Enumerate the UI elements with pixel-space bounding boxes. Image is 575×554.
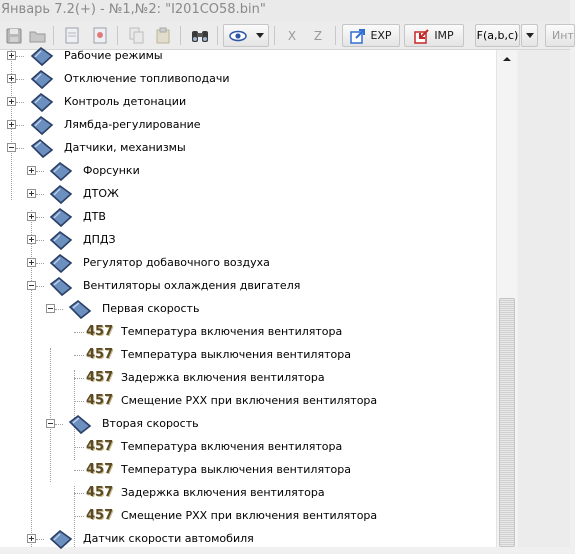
book-folder-icon	[29, 91, 55, 114]
value-457-icon: 457	[86, 324, 114, 339]
expand-toggle-icon[interactable]	[7, 120, 16, 129]
chevron-down-icon	[256, 33, 264, 38]
value-457-icon: 457	[86, 508, 114, 523]
formula-button[interactable]	[475, 24, 520, 47]
formula-label: F(a,b,c)	[476, 29, 519, 42]
tree-value-item[interactable]	[0, 505, 496, 528]
import-label: IMP	[434, 29, 454, 42]
collapse-toggle-icon[interactable]	[46, 304, 55, 313]
toolbar-separator	[274, 26, 275, 45]
x-label: X	[287, 28, 297, 43]
tree-value-item[interactable]	[0, 436, 496, 459]
expand-toggle-icon[interactable]	[27, 166, 36, 175]
binoculars-icon	[190, 27, 210, 45]
book-folder-icon	[29, 114, 55, 137]
tree-item-label: Задержка включения вентилятора	[121, 486, 325, 499]
tree-item-label: Температура включения вентилятора	[121, 440, 343, 453]
tree-folder-item[interactable]	[0, 298, 496, 321]
tree-item-label: Отключение топливоподачи	[64, 72, 230, 85]
value-457-icon: 457	[86, 485, 114, 500]
expand-toggle-icon[interactable]	[7, 51, 16, 60]
cut-off-label: Инт	[552, 29, 574, 42]
folder-open-icon	[29, 28, 47, 44]
tree-folder-item[interactable]	[0, 183, 496, 206]
tree-item-label: Смещение РХХ при включения вентилятора	[121, 509, 378, 522]
copy-icon	[129, 27, 145, 45]
tree-item-label: Регулятор добавочного воздуха	[83, 256, 270, 269]
tree-folder-item[interactable]	[0, 413, 496, 436]
tree-item-label: Температура включения вентилятора	[121, 325, 343, 338]
tree-value-item[interactable]	[0, 390, 496, 413]
paste-icon	[155, 27, 171, 45]
book-folder-icon	[67, 413, 93, 436]
tree-folder-item[interactable]	[0, 229, 496, 252]
tree-value-item[interactable]	[0, 482, 496, 505]
book-folder-icon	[48, 528, 74, 551]
chevron-down-icon	[526, 33, 534, 38]
document-image-icon	[92, 27, 108, 45]
window-title: Январь 7.2(+) - №1,№2: "I201CO58.bin"	[0, 0, 570, 21]
value-457-icon: 457	[86, 439, 114, 454]
tree-item-label: Вентиляторы охлаждения двигателя	[83, 279, 301, 292]
toolbar-separator	[180, 26, 181, 45]
book-folder-icon	[67, 298, 93, 321]
tree-value-item[interactable]	[0, 459, 496, 482]
expand-toggle-icon[interactable]	[27, 212, 36, 221]
tree-item-label: Задержка включения вентилятора	[121, 371, 325, 384]
tree-folder-item[interactable]	[0, 45, 496, 68]
expand-toggle-icon[interactable]	[7, 74, 16, 83]
vertical-scrollbar[interactable]	[496, 50, 517, 547]
z-label: Z	[313, 28, 323, 43]
open-button[interactable]	[27, 24, 49, 47]
tree-value-item[interactable]	[0, 344, 496, 367]
tree-item-label: Форсунки	[83, 164, 140, 177]
book-folder-icon	[48, 229, 74, 252]
tree-item-label: Датчики, механизмы	[64, 141, 186, 154]
book-folder-icon	[48, 183, 74, 206]
expand-toggle-icon[interactable]	[27, 189, 36, 198]
tree-item-label: Датчик скорости автомобиля	[83, 532, 254, 545]
tree-item-label: ДТОЖ	[83, 187, 119, 200]
toolbar-separator	[117, 26, 118, 45]
collapse-toggle-icon[interactable]	[7, 143, 16, 152]
tree-folder-item[interactable]	[0, 160, 496, 183]
tree-value-item[interactable]	[0, 367, 496, 390]
tree-folder-item[interactable]	[0, 528, 496, 551]
tree-item-label: ДТВ	[83, 210, 106, 223]
z-button[interactable]	[307, 24, 329, 47]
formula-dropdown-button[interactable]	[521, 24, 538, 47]
tree-item-label: Смещение РХХ при включения вентилятора	[121, 394, 378, 407]
tree-folder-item[interactable]	[0, 68, 496, 91]
import-icon	[414, 28, 430, 44]
expand-toggle-icon[interactable]	[27, 534, 36, 543]
document-image-button[interactable]	[89, 24, 111, 47]
book-folder-icon	[29, 137, 55, 160]
value-457-icon: 457	[86, 370, 114, 385]
export-icon	[350, 28, 366, 44]
collapse-toggle-icon[interactable]	[46, 419, 55, 428]
expand-toggle-icon[interactable]	[7, 97, 16, 106]
toolbar-separator	[217, 26, 218, 45]
tree-folder-item[interactable]	[0, 91, 496, 114]
tree-item-label: Температура выключения вентилятора	[121, 348, 351, 361]
tree-folder-item[interactable]	[0, 275, 496, 298]
parameter-tree[interactable]	[0, 50, 517, 547]
book-folder-icon	[48, 252, 74, 275]
x-button[interactable]	[281, 24, 303, 47]
tree-value-item[interactable]	[0, 321, 496, 344]
tree-item-label: ДПДЗ	[83, 233, 116, 246]
expand-toggle-icon[interactable]	[27, 235, 36, 244]
toolbar-separator	[335, 26, 336, 45]
save-button[interactable]	[3, 24, 25, 47]
book-folder-icon	[29, 45, 55, 68]
book-folder-icon	[29, 68, 55, 91]
tree-item-label: Рабочие режимы	[64, 49, 163, 62]
export-button[interactable]	[342, 24, 400, 47]
save-icon	[6, 28, 22, 44]
document-button[interactable]	[61, 24, 83, 47]
eye-icon	[228, 30, 248, 42]
view-dropdown-button[interactable]	[223, 24, 269, 47]
expand-toggle-icon[interactable]	[27, 258, 36, 267]
import-button[interactable]	[404, 24, 464, 47]
export-label: EXP	[370, 29, 392, 42]
document-icon	[64, 27, 80, 45]
tree-item-label: Вторая скорость	[102, 417, 199, 430]
value-457-icon: 457	[86, 462, 114, 477]
tree-folder-item[interactable]	[0, 206, 496, 229]
collapse-toggle-icon[interactable]	[27, 281, 36, 290]
book-folder-icon	[48, 206, 74, 229]
find-button[interactable]	[188, 24, 212, 47]
book-folder-icon	[48, 160, 74, 183]
tree-item-label: Первая скорость	[102, 302, 200, 315]
tree-folder-item[interactable]	[0, 137, 496, 160]
scroll-thumb[interactable]	[499, 298, 515, 547]
toolbar-separator	[53, 26, 54, 45]
right-panel	[518, 50, 570, 547]
scroll-up-arrow-icon[interactable]	[497, 50, 517, 68]
copy-button[interactable]	[126, 24, 148, 47]
tree-item-label: Лямбда-регулирование	[64, 118, 201, 131]
value-457-icon: 457	[86, 393, 114, 408]
value-457-icon: 457	[86, 347, 114, 362]
tree-item-label: Контроль детонации	[64, 95, 187, 108]
book-folder-icon	[48, 275, 74, 298]
tree-item-label: Температура выключения вентилятора	[121, 463, 351, 476]
cut-off-button[interactable]	[545, 24, 575, 47]
tree-folder-item[interactable]	[0, 252, 496, 275]
tree-folder-item[interactable]	[0, 114, 496, 137]
paste-button[interactable]	[152, 24, 174, 47]
